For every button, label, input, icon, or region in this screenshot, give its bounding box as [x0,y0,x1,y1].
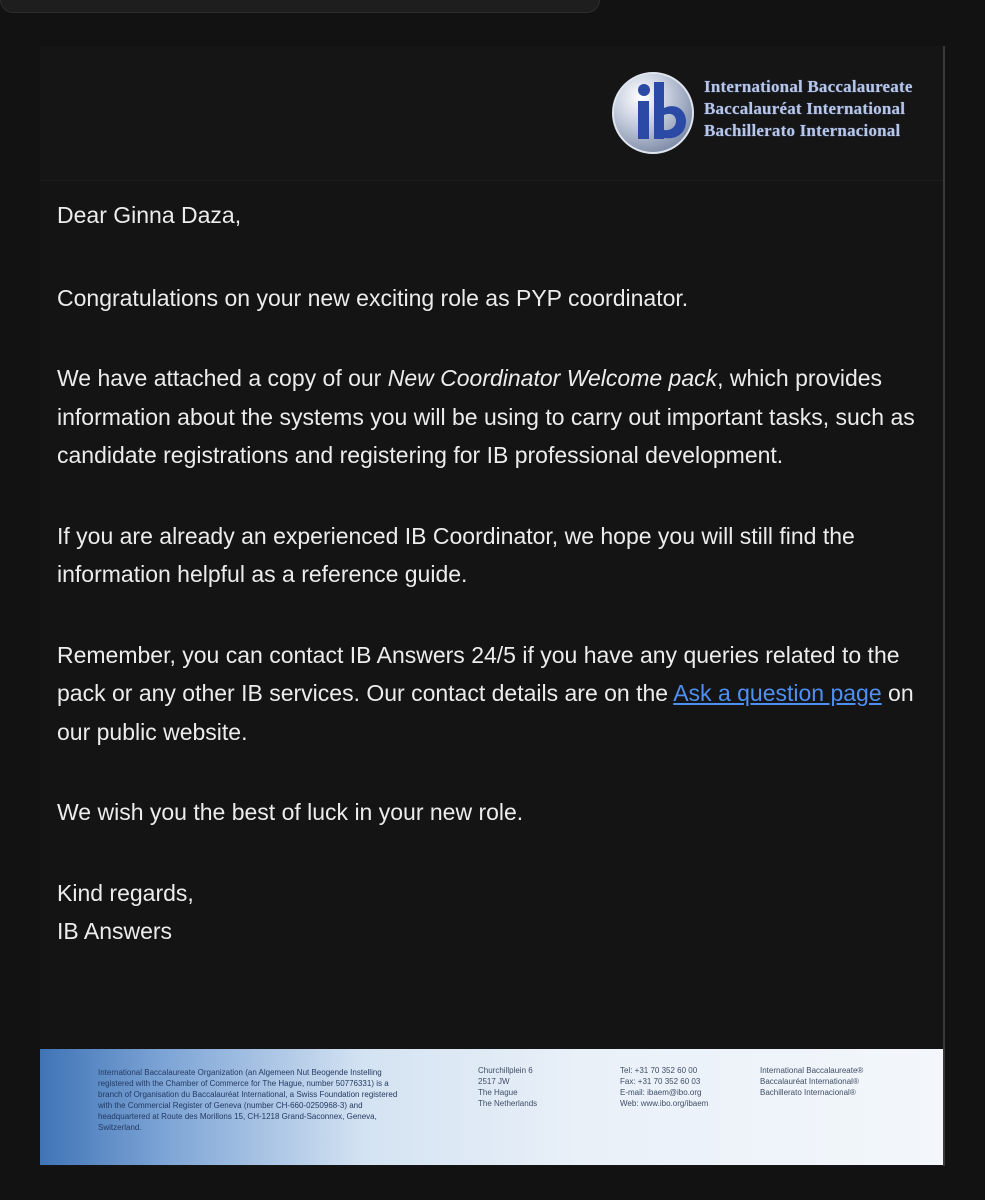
email-message [40,46,945,1166]
contact-line: Tel: +31 70 352 60 00 [620,1066,698,1075]
email-header-banner [40,46,943,181]
welcome-pack-text-start: We have attached a copy of our [57,365,388,391]
contact-line: Fax: +31 70 352 60 03 [620,1077,701,1086]
closing: Kind regards, [57,879,194,906]
footer-contact [620,1065,740,1109]
logo-line-1: International Baccalaureate [704,77,913,96]
paragraph-welcome-pack [57,359,917,475]
paragraph-congratulations: Congratulations on your new exciting role as PYP coordinator. [57,284,689,311]
logo-line-3: Bachillerato Internacional [704,121,901,140]
ib-logo [608,68,928,156]
paragraph-best-wishes: We wish you the best of luck in your new role. [57,799,524,825]
greeting: Dear Ginna Daza, [57,202,242,228]
email-footer-banner [40,1049,943,1165]
contact-text-start: Remember, you can contact IB Answers 24/5 if you have any queries related to the pack or any other IB services. Our contact details are on the [57,641,900,706]
footer-address [478,1065,588,1109]
top-toolbar-edge [0,0,600,13]
footer-legal-text: International Baccalaureate Organization (an Algemeen Nut Beogende Instelling registered with the Chamber of Commerce for The Hague, number 50776331) is a branch of Organisation du Baccalauréat International, a Swiss Foundation registered with the Commercial Register of Geneva (number CH-660-0250968-3) and headquartered at Route des Morillons 15, CH-1218 Grand-Saconnex, Geneva, Switzerland. [98,1068,398,1132]
contact-line: Web: www.ibo.org/ibaem [620,1099,709,1108]
paragraph-contact [57,636,917,752]
footer-organization-names [760,1065,920,1098]
address-line: Churchillplein 6 [478,1066,533,1075]
org-name-line: Baccalauréat International® [760,1077,859,1086]
contact-text-end: on our public website. [57,680,914,745]
org-name-line: International Baccalaureate® [760,1066,864,1075]
welcome-pack-text-end: , which provides information about the systems you will be using to carry out important tasks, such as candidate registrations and registering for IB professional development. [57,365,915,468]
address-line: 2517 JW [478,1077,510,1086]
address-line: The Hague [478,1088,518,1097]
address-line: The Netherlands [478,1099,538,1108]
ask-a-question-link[interactable]: Ask a question page [673,680,882,706]
contact-line: E-mail: ibaem@ibo.org [620,1088,702,1097]
logo-line-2: Baccalauréat International [704,99,906,118]
welcome-pack-title: New Coordinator Welcome pack [387,365,718,391]
email-body [57,196,917,951]
org-name-line: Bachillerato Internacional® [760,1088,856,1097]
ib-logo-wordmark [704,76,913,142]
signature: IB Answers [57,918,173,944]
ib-logo-emblem-icon [608,68,698,158]
paragraph-experienced-coordinator: If you are already an experienced IB Coordinator, we hope you will still find the information helpful as a reference guide. [57,522,855,587]
